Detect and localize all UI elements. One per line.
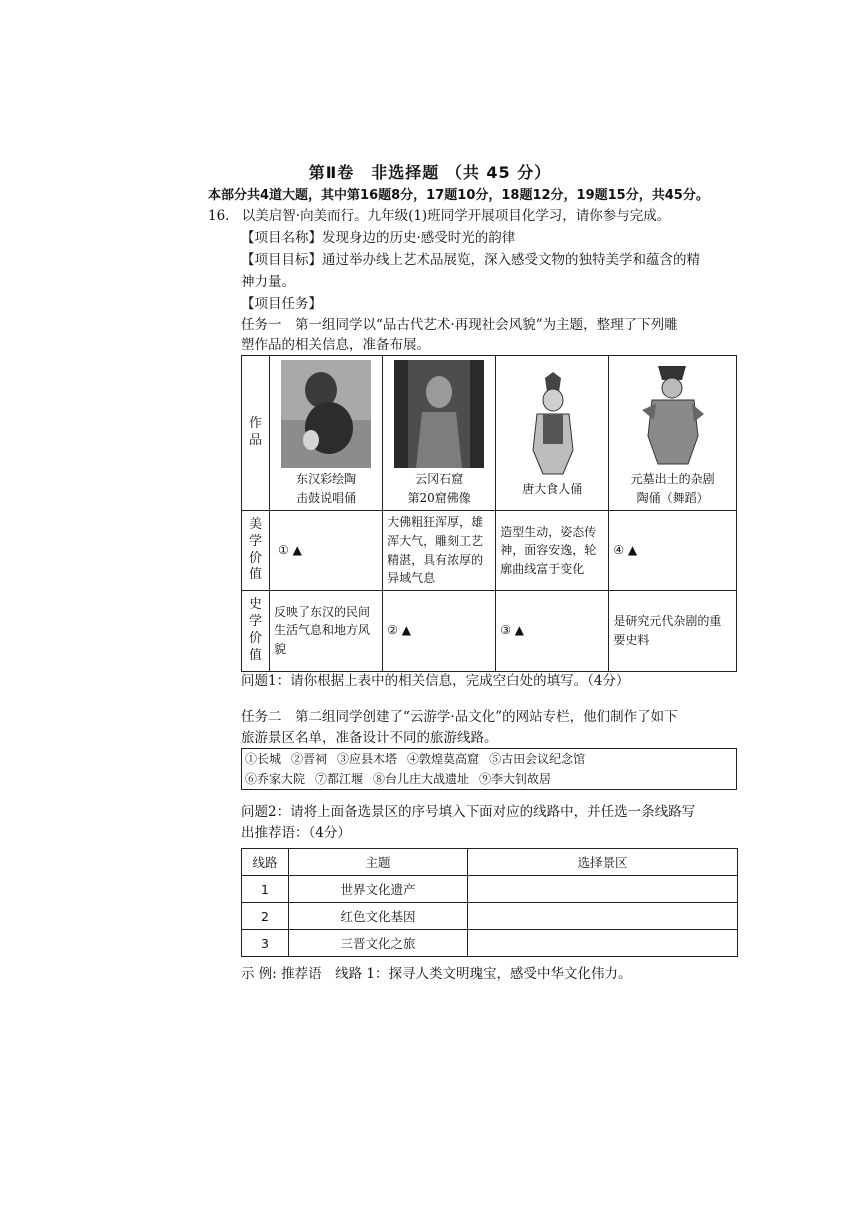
row-head-history: 史学价值 (242, 590, 270, 671)
task2-text-cont: 旅游景区名单，准备设计不同的旅游线路。 (241, 730, 498, 746)
scenic-spot-row-2 (245, 769, 736, 789)
project-name-text: 发现身边的历史·感受时光的韵律 (322, 230, 516, 246)
blank-3: ③ ▲ (500, 623, 525, 638)
work-cell-1 (270, 356, 383, 511)
project-goal-text: 通过举办线上艺术品展览，深入感受文物的独特美学和蕴含的精 (322, 252, 700, 268)
route-row (242, 903, 738, 930)
route-theme: 世界文化遗产 (289, 876, 468, 903)
work-caption-1 (272, 470, 380, 508)
drummer-figurine-icon (281, 360, 371, 468)
route-spots-input[interactable] (468, 876, 738, 903)
aesthetic-cell-2: 大佛粗狂浑厚，雄浑大气，雕刻工艺精湛，具有浓厚的异域气息 (383, 511, 496, 590)
scenic-spot-row-1 (245, 749, 736, 769)
work-cell-4 (609, 356, 737, 511)
buddha-statue-icon (394, 360, 484, 468)
scenic-spot: ⑥乔家大院 (245, 772, 306, 786)
task2-text: 任务二 第二组同学创建了“云游学·品文化”的网站专栏，他们制作了如下 (241, 709, 678, 725)
history-cell-1: 反映了东汉的民间生活气息和地方风貌 (270, 590, 383, 671)
history-row (242, 590, 737, 671)
row-head-aesthetic: 美学价值 (242, 511, 270, 590)
example-text: 示 例: 推荐语 线路 1：探寻人类文明瑰宝，感受中华文化伟力。 (241, 966, 632, 982)
route-spots-input[interactable] (468, 930, 738, 957)
scenic-spot: ①长城 (245, 752, 282, 766)
project-goal-cont: 神力量。 (241, 274, 295, 290)
sculpture-table (241, 355, 737, 672)
scenic-spot: ④敦煌莫高窟 (407, 752, 480, 766)
work-caption-3 (498, 480, 606, 499)
project-goal (241, 248, 700, 268)
work-cell-3 (496, 356, 609, 511)
blank-1: ① ▲ (278, 543, 302, 558)
route-number: 2 (242, 903, 289, 930)
history-cell-2 (383, 590, 496, 671)
scenic-spot: ⑧台儿庄大战遗址 (373, 772, 470, 786)
header-theme: 主题 (289, 849, 468, 876)
aesthetic-cell-4 (609, 511, 737, 590)
aesthetic-cell-3: 造型生动，姿态传神，面容安逸，轮廓曲线富于变化 (496, 511, 609, 590)
work-caption-2 (385, 470, 493, 508)
scenic-spot: ⑦都江堰 (315, 772, 364, 786)
dancer-figurine-icon (628, 360, 718, 468)
scenic-spot: ②晋祠 (291, 752, 328, 766)
section-intro: 本部分共4道大题，其中第16题8分，17题10分，18题12分，19题15分，共45分。 (208, 188, 709, 203)
project-name (241, 226, 515, 246)
project-task-label: 【项目任务】 (241, 296, 322, 312)
task1-text: 任务一 第一组同学以“品古代艺术·再现社会风貌”为主题，整理了下列雕 (241, 317, 678, 333)
route-row (242, 930, 738, 957)
history-cell-4: 是研究元代杂剧的重要史料 (609, 590, 737, 671)
scenic-spot: ⑤古田会议纪念馆 (489, 752, 586, 766)
route-row (242, 876, 738, 903)
scenic-spot: ⑨李大钊故居 (479, 772, 552, 786)
scenic-spot-list (241, 748, 737, 790)
history-cell-3 (496, 590, 609, 671)
work-cell-2 (383, 356, 496, 511)
caption-line: 击鼓说唱俑 (296, 491, 357, 506)
question-2-cont: 出推荐语：（4分） (241, 825, 351, 841)
question-number: 16. (208, 208, 230, 224)
caption-line: 元墓出土的杂剧 (630, 472, 715, 486)
question-16-stem (208, 204, 670, 224)
route-number: 1 (242, 876, 289, 903)
route-theme: 红色文化基因 (289, 903, 468, 930)
question-1: 问题1：请你根据上表中的相关信息，完成空白处的填写。（4分） (241, 673, 630, 689)
route-theme: 三晋文化之旅 (289, 930, 468, 957)
caption-line: 云冈石窟 (415, 472, 464, 486)
route-number: 3 (242, 930, 289, 957)
route-spots-input[interactable] (468, 903, 738, 930)
section-title: 第Ⅱ卷 非选择题 （共 45 分） (308, 163, 552, 182)
work-caption-4 (611, 470, 734, 508)
route-table-header (242, 849, 738, 876)
blank-4: ④ ▲ (613, 543, 638, 558)
aesthetic-cell-1 (270, 511, 383, 590)
task1-text-cont: 塑作品的相关信息，准备布展。 (241, 337, 430, 353)
caption-line: 第20窟佛像 (407, 491, 471, 506)
tang-figurine-icon (507, 370, 597, 478)
caption-line: 唐大食人俑 (522, 481, 583, 496)
project-goal-label: 【项目目标】 (241, 252, 322, 268)
header-spots: 选择景区 (468, 849, 738, 876)
row-head-works: 作品 (242, 356, 270, 511)
scenic-spot: ③应县木塔 (337, 752, 398, 766)
works-row (242, 356, 737, 511)
question-stem: 以美启智·向美而行。九年级(1)班同学开展项目化学习，请你参与完成。 (241, 208, 671, 224)
blank-2: ② ▲ (387, 623, 411, 638)
question-2: 问题2：请将上面备选景区的序号填入下面对应的线路中，并任选一条线路写 (241, 804, 696, 820)
caption-line: 东汉彩绘陶 (296, 472, 357, 486)
caption-line: 陶俑（舞蹈） (636, 491, 709, 506)
project-name-label: 【项目名称】 (241, 230, 322, 246)
route-table (241, 848, 738, 957)
aesthetic-row (242, 511, 737, 590)
header-route: 线路 (242, 849, 289, 876)
